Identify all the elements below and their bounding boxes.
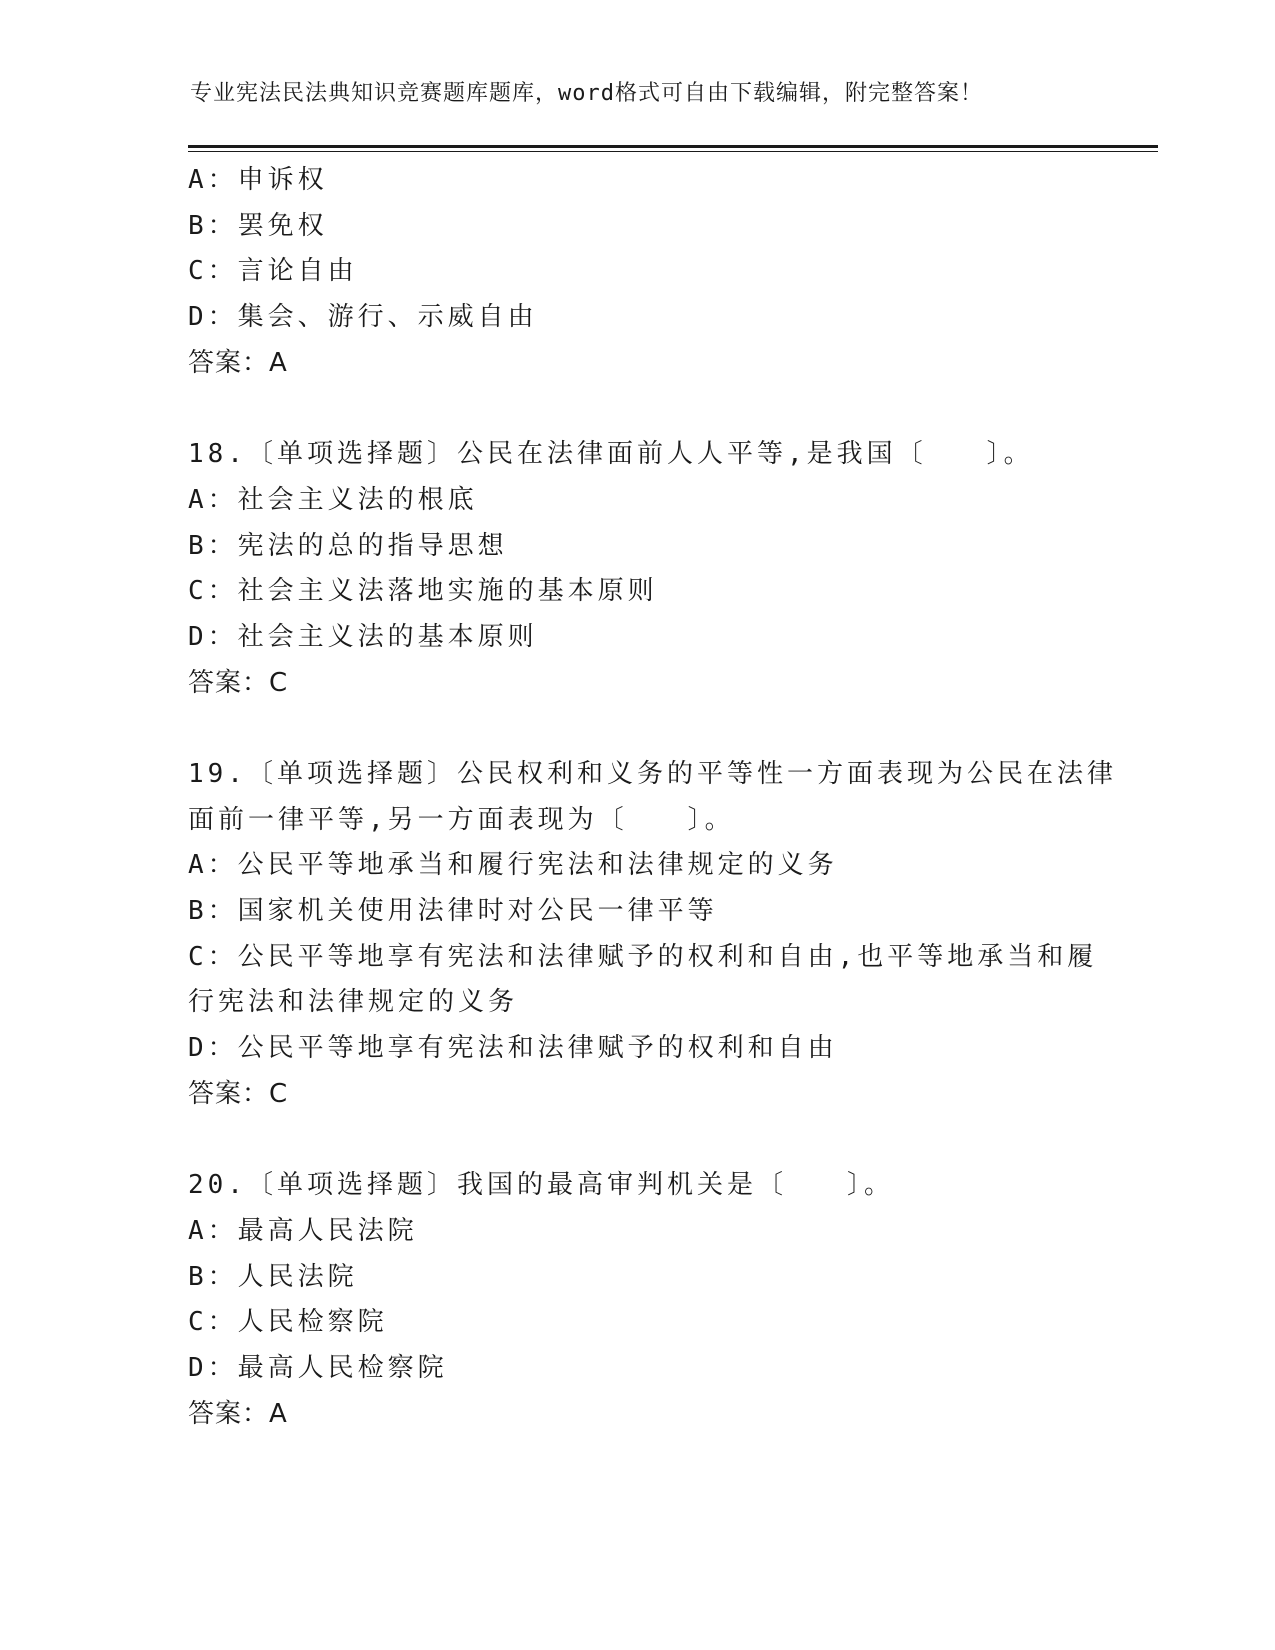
question-block-20 — [188, 1163, 1088, 1437]
block-spacer — [188, 706, 1088, 752]
option-c: C：人民检察院 — [188, 1307, 388, 1338]
option-b: B：罢免权 — [188, 210, 328, 241]
answer-line: 答案：A — [188, 347, 288, 378]
option-a: A：公民平等地承当和履行宪法和法律规定的义务 — [188, 850, 838, 881]
question-text-line-1: 19.〔单项选择题〕公民权利和义务的平等性一方面表现为公民在法律 — [188, 758, 1117, 789]
answer-line: 答案：C — [188, 1078, 289, 1109]
answer-line: 答案：A — [188, 1398, 288, 1429]
option-c: C：言论自由 — [188, 256, 358, 287]
option-b: B：国家机关使用法律时对公民一律平等 — [188, 896, 718, 926]
option-d: D：最高人民检察院 — [188, 1352, 448, 1383]
option-a: A：最高人民法院 — [188, 1215, 418, 1246]
header-rule-thick — [188, 145, 1158, 148]
question-text-line-2: 面前一律平等,另一方面表现为〔 〕。 — [188, 804, 735, 835]
question-block-18 — [188, 432, 1088, 706]
option-c: C：社会主义法落地实施的基本原则 — [188, 576, 658, 607]
question-text: 20.〔单项选择题〕我国的最高审判机关是〔 〕。 — [188, 1170, 894, 1201]
option-b: B：宪法的总的指导思想 — [188, 530, 508, 561]
block-spacer — [188, 1117, 1088, 1163]
header-rule-thin — [188, 151, 1158, 152]
option-c-line-2: 行宪法和法律规定的义务 — [188, 987, 519, 1018]
question-block-17 — [188, 158, 1088, 386]
question-list — [188, 158, 1117, 1437]
answer-line: 答案：C — [188, 667, 289, 698]
question-block-19 — [188, 752, 1117, 1118]
option-d: D：社会主义法的基本原则 — [188, 621, 538, 652]
option-d: D：公民平等地享有宪法和法律赋予的权利和自由 — [188, 1033, 838, 1064]
question-text: 18.〔单项选择题〕公民在法律面前人人平等,是我国〔 〕。 — [188, 439, 1034, 470]
option-b: B：人民法院 — [188, 1261, 358, 1292]
option-c-line-1: C：公民平等地享有宪法和法律赋予的权利和自由,也平等地承当和履 — [188, 941, 1098, 972]
option-a: A：社会主义法的根底 — [188, 484, 478, 515]
block-spacer — [188, 386, 1088, 432]
option-d: D：集会、游行、示威自由 — [188, 302, 538, 333]
page-header: 专业宪法民法典知识竞赛题库题库，word格式可自由下载编辑，附完整答案！ — [190, 81, 983, 106]
option-a: A：申诉权 — [188, 165, 328, 195]
